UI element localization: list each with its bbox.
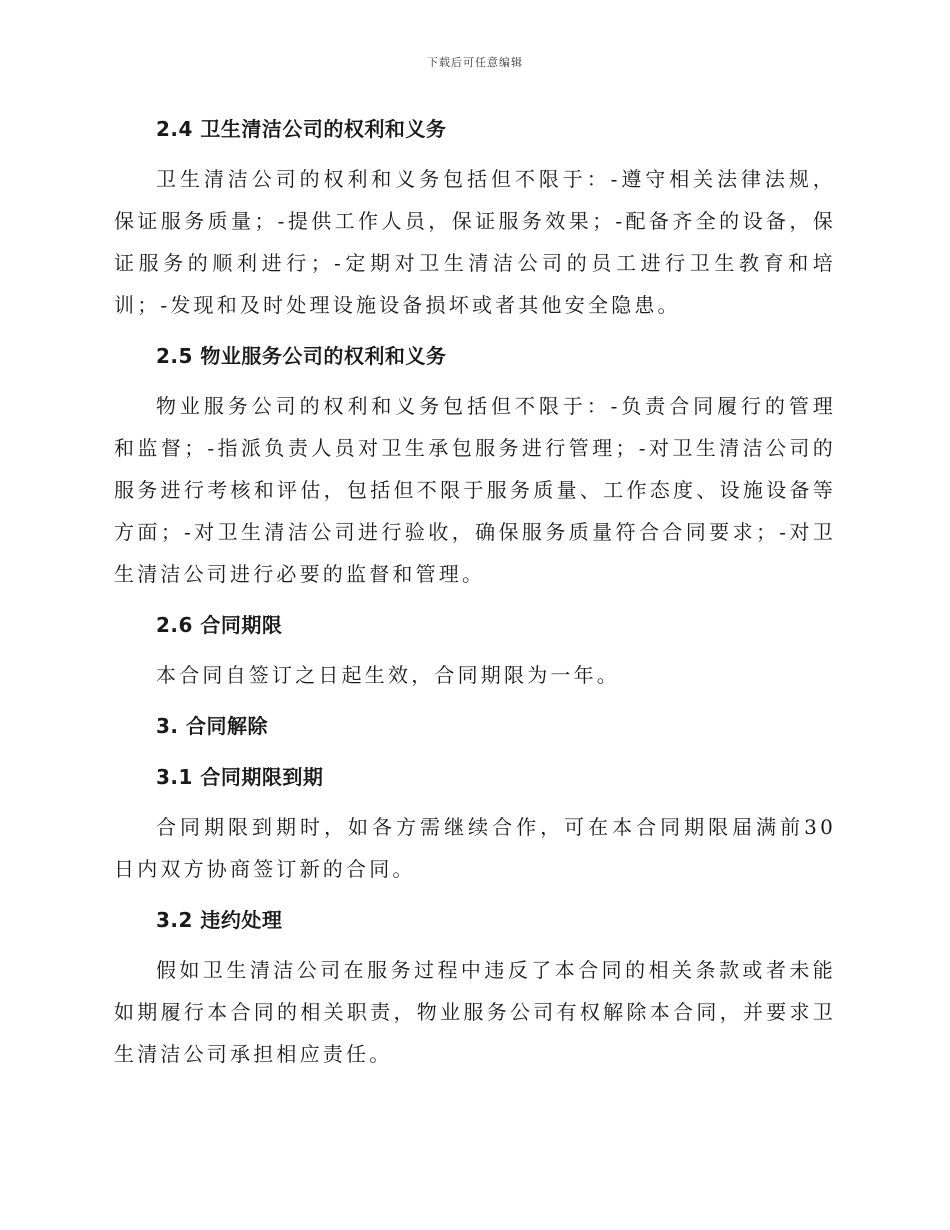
section-2-5 (114, 335, 836, 604)
section-heading: 3.2 违约处理 (156, 908, 283, 932)
document-body (114, 108, 836, 1075)
section-paragraph: 卫生清洁公司的权利和义务包括但不限于：-遵守相关法律法规，保证服务质量；-提供工作人员，保证服务效果；-配备齐全的设备，保证服务的顺利进行；-定期对卫生清洁公司的员工进行卫生教育和培训；-发现和及时处理设施设备损坏或者其他安全隐患。 (114, 167, 836, 317)
section-3 (114, 705, 836, 756)
section-paragraph: 合同期限到期时，如各方需继续合作，可在本合同期限届满前30日内双方协商签订新的合同。 (114, 815, 836, 881)
section-paragraph: 物业服务公司的权利和义务包括但不限于：-负责合同履行的管理和监督；-指派负责人员对卫生承包服务进行管理；-对卫生清洁公司的服务进行考核和评估，包括但不限于服务质量、工作态度、设施设备等方面；-对卫生清洁公司进行验收，确保服务质量符合合同要求；-对卫生清洁公司进行必要的监督和管理。 (114, 394, 836, 586)
section-heading: 2.5 物业服务公司的权利和义务 (156, 344, 447, 368)
section-heading: 2.6 合同期限 (156, 613, 283, 637)
section-3-2 (114, 899, 836, 1075)
section-paragraph: 本合同自签订之日起生效，合同期限为一年。 (156, 663, 620, 687)
section-paragraph: 假如卫生清洁公司在服务过程中违反了本合同的相关条款或者未能如期履行本合同的相关职责，物业服务公司有权解除本合同，并要求卫生清洁公司承担相应责任。 (114, 958, 836, 1066)
section-heading: 3.1 合同期限到期 (156, 765, 324, 789)
section-3-1 (114, 756, 836, 899)
section-heading: 3. 合同解除 (156, 714, 268, 738)
section-2-4 (114, 108, 836, 335)
section-2-6 (114, 604, 836, 705)
section-heading: 2.4 卫生清洁公司的权利和义务 (156, 117, 447, 141)
page-header-note: 下载后可任意编辑 (427, 56, 523, 69)
